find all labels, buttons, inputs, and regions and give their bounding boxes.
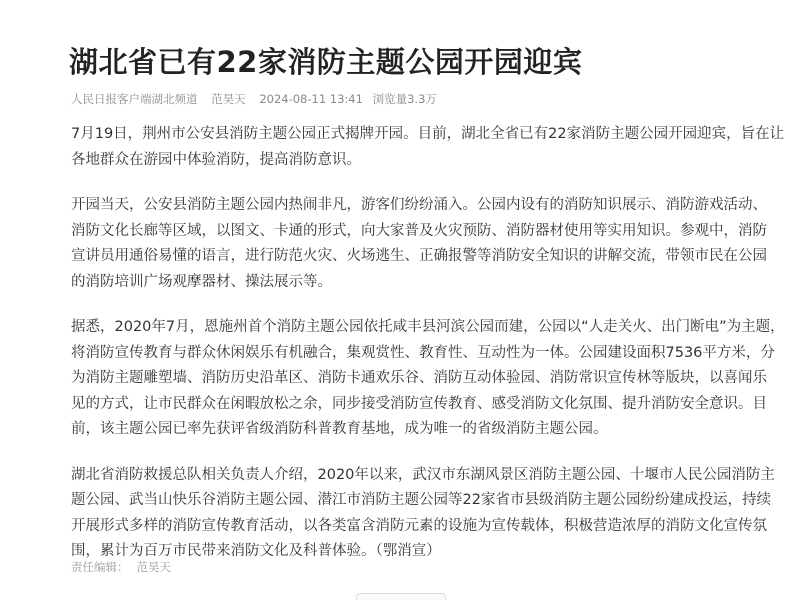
paragraph: [71, 193, 771, 295]
paragraph-line: 宣讲员用通俗易懂的语言，进行防范火灾、火场逃生、正确报警等消防安全知识的讲解交流，带领市民在公园: [71, 248, 767, 264]
paragraph: [71, 122, 785, 173]
paragraph-line: 前，该主题公园已率先获评省级消防科普教育基地，成为唯一的省级消防主题公园。: [71, 421, 608, 437]
editor-name: 范昊天: [136, 560, 171, 574]
meta-source: 人民日报客户端湖北频道: [71, 92, 198, 106]
paragraph-line: 将消防宣传教育与群众休闲娱乐有机融合，集观赏性、教育性、互动性为一体。公园建设面积7536平方米，分: [71, 344, 775, 361]
paragraph-line: 见的方式，让市民群众在闲暇放松之余，同步接受消防宣传教育、感受消防文化氛围、提升消防安全意识。目: [71, 395, 767, 412]
article-meta: [71, 91, 447, 107]
paragraph-line: 开展形式多样的消防宣传教育活动，以各类富含消防元素的设施为宣传载体，积极营造浓厚的消防文化宣传氛: [71, 517, 767, 534]
paragraph-line: 的消防培训广场观摩器材、操法展示等。: [71, 273, 332, 290]
editor-label: 责任编辑：: [71, 560, 129, 574]
paragraph-line: 7月19日，荆州市公安县消防主题公园正式揭牌开园。目前，湖北全省已有22家消防主题公园开园迎宾，旨在让: [71, 126, 785, 142]
paragraph: [71, 315, 785, 443]
paragraph-line: 湖北省消防救援总队相关负责人介绍，2020年以来，武汉市东湖风景区消防主题公园、十堰市人民公园消防主: [71, 466, 775, 483]
meta-date: 2024-08-11 13:41: [259, 92, 363, 106]
responsible-editor: [71, 559, 171, 575]
meta-views: 浏览量3.3万: [372, 92, 437, 106]
article-body: [71, 122, 785, 585]
bottom-tab-edge[interactable]: [356, 593, 446, 600]
paragraph-line: 题公园、武当山快乐谷消防主题公园、潜江市消防主题公园等22家省市县级消防主题公园纷纷建成投运，持续: [71, 492, 771, 508]
paragraph-line: 围，累计为百万市民带来消防文化及科普体验。（鄂消宣）: [71, 543, 441, 559]
paragraph-line: 开园当天，公安县消防主题公园内热闹非凡，游客们纷纷涌入。公园内设有的消防知识展示、消防游戏活动、: [71, 197, 767, 213]
meta-author: 范昊天: [211, 92, 246, 106]
paragraph: [71, 463, 775, 565]
paragraph-line: 据悉，2020年7月，恩施州首个消防主题公园依托咸丰县河滨公园而建，公园以“人走关火、出门断电”为主题，: [71, 319, 785, 335]
paragraph-line: 为消防主题雕塑墙、消防历史沿革区、消防卡通欢乐谷、消防互动体验园、消防常识宣传林等版块，以喜闻乐: [71, 370, 767, 386]
article-title: 湖北省已有22家消防主题公园开园迎宾: [69, 45, 583, 79]
paragraph-line: 各地群众在游园中体验消防，提高消防意识。: [71, 151, 361, 168]
paragraph-line: 消防文化长廊等区域，以图文、卡通的形式，向大家普及火灾预防、消防器材使用等实用知识。参观中，消防: [71, 222, 767, 239]
